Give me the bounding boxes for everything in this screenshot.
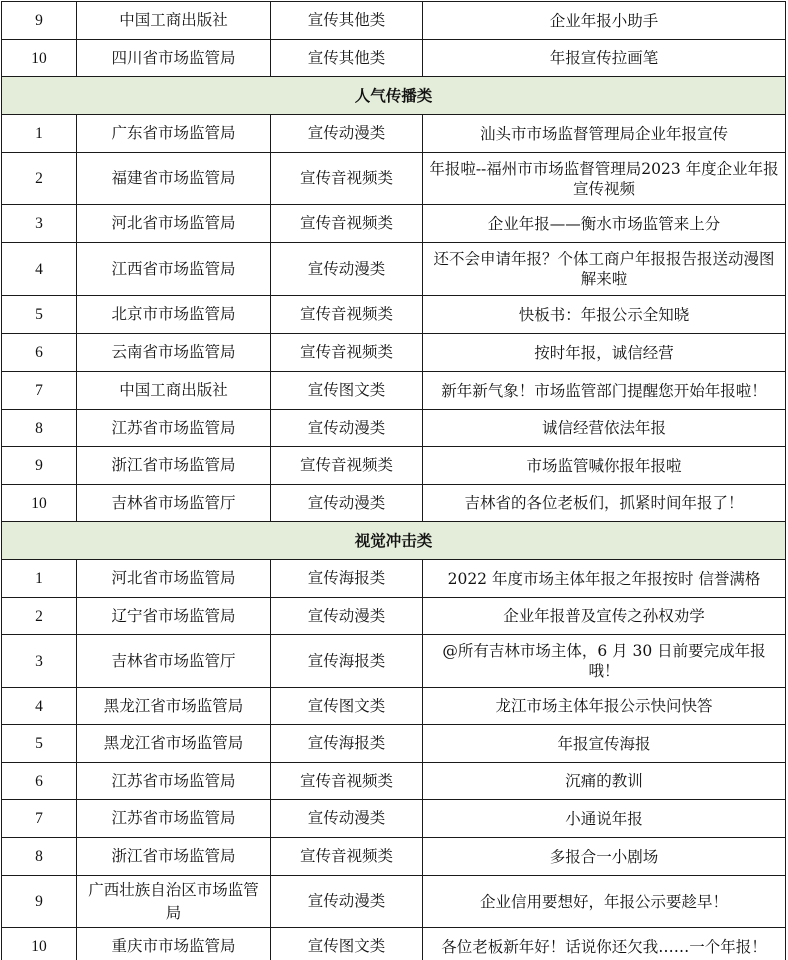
work-title-cell: 龙江市场主体年报公示快问快答 bbox=[423, 688, 786, 725]
category-cell: 宣传图文类 bbox=[271, 928, 423, 960]
rank-cell: 3 bbox=[2, 635, 77, 688]
category-cell: 宣传海报类 bbox=[271, 635, 423, 688]
table-row bbox=[2, 928, 786, 960]
table-row bbox=[2, 876, 786, 928]
table-row bbox=[2, 838, 786, 876]
organization-cell: 云南省市场监管局 bbox=[77, 334, 271, 372]
organization-cell: 中国工商出版社 bbox=[77, 2, 271, 40]
work-title-cell: 年报宣传海报 bbox=[423, 725, 786, 763]
organization-cell: 江苏省市场监管局 bbox=[77, 410, 271, 447]
work-title-cell: 小通说年报 bbox=[423, 800, 786, 838]
table-row bbox=[2, 296, 786, 334]
organization-cell: 吉林省市场监管厅 bbox=[77, 635, 271, 688]
section-heading: 视觉冲击类 bbox=[2, 522, 786, 560]
organization-cell: 江苏省市场监管局 bbox=[77, 800, 271, 838]
rank-cell: 1 bbox=[2, 115, 77, 153]
rank-cell: 2 bbox=[2, 153, 77, 205]
table-row bbox=[2, 115, 786, 153]
rank-cell: 7 bbox=[2, 800, 77, 838]
organization-cell: 黑龙江省市场监管局 bbox=[77, 688, 271, 725]
category-cell: 宣传动漫类 bbox=[271, 876, 423, 928]
category-cell: 宣传音视频类 bbox=[271, 763, 423, 800]
category-cell: 宣传海报类 bbox=[271, 560, 423, 598]
section-header-row bbox=[2, 77, 786, 115]
work-title-cell: 汕头市市场监督管理局企业年报宣传 bbox=[423, 115, 786, 153]
work-title-cell: 沉痛的教训 bbox=[423, 763, 786, 800]
category-cell: 宣传图文类 bbox=[271, 372, 423, 410]
category-cell: 宣传动漫类 bbox=[271, 243, 423, 296]
category-cell: 宣传动漫类 bbox=[271, 485, 423, 522]
rank-cell: 2 bbox=[2, 598, 77, 635]
work-title-cell: 吉林省的各位老板们，抓紧时间年报了！ bbox=[423, 485, 786, 522]
category-cell: 宣传海报类 bbox=[271, 725, 423, 763]
rank-cell: 4 bbox=[2, 243, 77, 296]
rank-cell: 8 bbox=[2, 410, 77, 447]
table-row bbox=[2, 447, 786, 485]
rank-cell: 6 bbox=[2, 334, 77, 372]
category-cell: 宣传音视频类 bbox=[271, 205, 423, 243]
organization-cell: 福建省市场监管局 bbox=[77, 153, 271, 205]
rank-cell: 8 bbox=[2, 838, 77, 876]
section-header-row bbox=[2, 522, 786, 560]
table-row bbox=[2, 334, 786, 372]
rank-cell: 1 bbox=[2, 560, 77, 598]
work-title-cell: 市场监管喊你报年报啦 bbox=[423, 447, 786, 485]
work-title-cell: 新年新气象！市场监管部门提醒您开始年报啦！ bbox=[423, 372, 786, 410]
table-row bbox=[2, 560, 786, 598]
organization-cell: 吉林省市场监管厅 bbox=[77, 485, 271, 522]
organization-cell: 江西省市场监管局 bbox=[77, 243, 271, 296]
table-row bbox=[2, 598, 786, 635]
work-title-cell: 年报宣传拉画笔 bbox=[423, 40, 786, 77]
rank-cell: 4 bbox=[2, 688, 77, 725]
rank-cell: 5 bbox=[2, 725, 77, 763]
work-title-cell: 企业年报小助手 bbox=[423, 2, 786, 40]
rank-cell: 10 bbox=[2, 928, 77, 960]
organization-cell: 北京市市场监管局 bbox=[77, 296, 271, 334]
work-title-cell: 企业年报——衡水市场监管来上分 bbox=[423, 205, 786, 243]
table-row bbox=[2, 243, 786, 296]
work-title-cell: 多报合一小剧场 bbox=[423, 838, 786, 876]
category-cell: 宣传音视频类 bbox=[271, 296, 423, 334]
category-cell: 宣传音视频类 bbox=[271, 447, 423, 485]
work-title-cell: 企业年报普及宣传之孙权劝学 bbox=[423, 598, 786, 635]
work-title-cell: 快板书：年报公示全知晓 bbox=[423, 296, 786, 334]
work-title-cell: 年报啦--福州市市场监督管理局2023 年度企业年报宣传视频 bbox=[423, 153, 786, 205]
section-heading: 人气传播类 bbox=[2, 77, 786, 115]
work-title-cell: @所有吉林市场主体，6 月 30 日前要完成年报哦！ bbox=[423, 635, 786, 688]
organization-cell: 重庆市市场监管局 bbox=[77, 928, 271, 960]
table-row bbox=[2, 763, 786, 800]
organization-cell: 中国工商出版社 bbox=[77, 372, 271, 410]
category-cell: 宣传图文类 bbox=[271, 688, 423, 725]
organization-cell: 河北省市场监管局 bbox=[77, 560, 271, 598]
organization-cell: 广西壮族自治区市场监管局 bbox=[77, 876, 271, 928]
table-row bbox=[2, 205, 786, 243]
category-cell: 宣传其他类 bbox=[271, 40, 423, 77]
category-cell: 宣传其他类 bbox=[271, 2, 423, 40]
category-cell: 宣传音视频类 bbox=[271, 153, 423, 205]
work-title-cell: 诚信经营依法年报 bbox=[423, 410, 786, 447]
table-row bbox=[2, 410, 786, 447]
organization-cell: 广东省市场监管局 bbox=[77, 115, 271, 153]
table-row bbox=[2, 153, 786, 205]
rank-cell: 5 bbox=[2, 296, 77, 334]
work-title-cell: 还不会申请年报？个体工商户年报报告报送动漫图解来啦 bbox=[423, 243, 786, 296]
rank-cell: 6 bbox=[2, 763, 77, 800]
table-row bbox=[2, 725, 786, 763]
rank-cell: 10 bbox=[2, 40, 77, 77]
rank-cell: 10 bbox=[2, 485, 77, 522]
rank-cell: 7 bbox=[2, 372, 77, 410]
category-cell: 宣传动漫类 bbox=[271, 115, 423, 153]
rank-cell: 9 bbox=[2, 447, 77, 485]
rank-cell: 9 bbox=[2, 876, 77, 928]
organization-cell: 浙江省市场监管局 bbox=[77, 838, 271, 876]
table-row bbox=[2, 372, 786, 410]
award-table-body bbox=[2, 2, 786, 960]
work-title-cell: 企业信用要想好，年报公示要趁早！ bbox=[423, 876, 786, 928]
category-cell: 宣传动漫类 bbox=[271, 598, 423, 635]
table-row bbox=[2, 635, 786, 688]
table-row bbox=[2, 688, 786, 725]
work-title-cell: 按时年报，诚信经营 bbox=[423, 334, 786, 372]
table-row bbox=[2, 800, 786, 838]
work-title-cell: 各位老板新年好！话说你还欠我……一个年报！ bbox=[423, 928, 786, 960]
table-row bbox=[2, 2, 786, 40]
table-row bbox=[2, 40, 786, 77]
organization-cell: 浙江省市场监管局 bbox=[77, 447, 271, 485]
rank-cell: 3 bbox=[2, 205, 77, 243]
organization-cell: 黑龙江省市场监管局 bbox=[77, 725, 271, 763]
organization-cell: 辽宁省市场监管局 bbox=[77, 598, 271, 635]
organization-cell: 江苏省市场监管局 bbox=[77, 763, 271, 800]
category-cell: 宣传音视频类 bbox=[271, 334, 423, 372]
category-cell: 宣传动漫类 bbox=[271, 800, 423, 838]
work-title-cell: 2022 年度市场主体年报之年报按时 信誉满格 bbox=[423, 560, 786, 598]
category-cell: 宣传动漫类 bbox=[271, 410, 423, 447]
organization-cell: 四川省市场监管局 bbox=[77, 40, 271, 77]
organization-cell: 河北省市场监管局 bbox=[77, 205, 271, 243]
award-table bbox=[1, 1, 786, 960]
category-cell: 宣传音视频类 bbox=[271, 838, 423, 876]
rank-cell: 9 bbox=[2, 2, 77, 40]
table-row bbox=[2, 485, 786, 522]
